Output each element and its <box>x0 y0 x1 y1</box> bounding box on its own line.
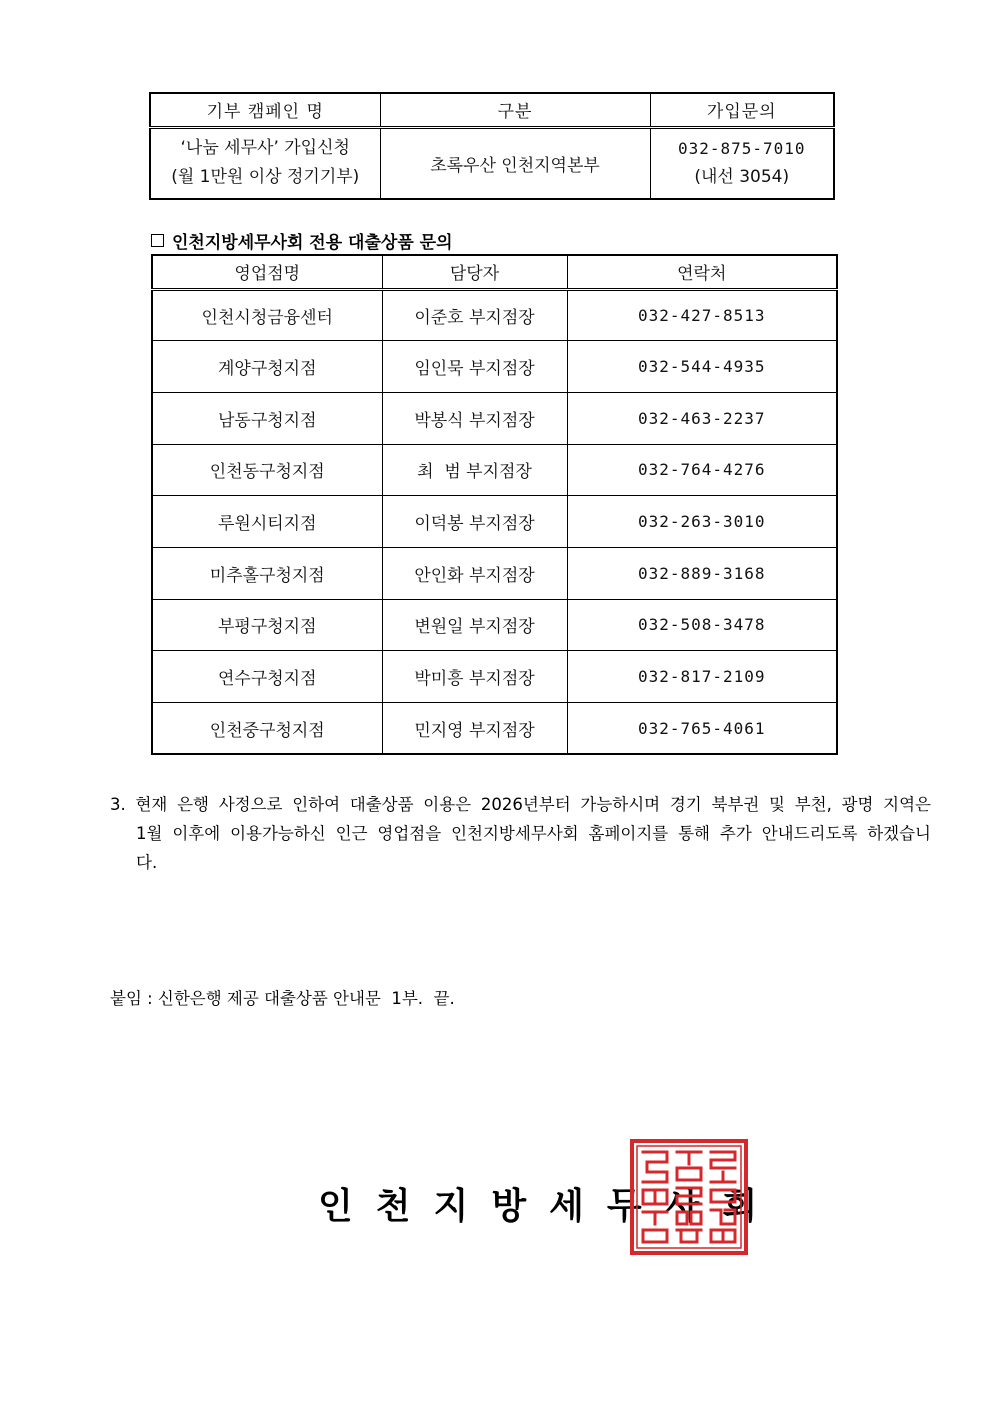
loan-phone-cell: 032-817-2109 <box>567 651 837 703</box>
notice-paragraph: 3. 현재 은행 사정으로 인하여 대출상품 이용은 2026년부터 가능하시며 경기 북부권 및 부천, 광명 지역은 1월 이후에 이용가능하신 인근 영업점을 인천지방세무사회 홈페이지를 통해 추가 안내드리도록 하겠습니다. <box>110 795 931 872</box>
loan-contact-table <box>151 254 838 755</box>
loan-branch-cell: 루원시티지점 <box>152 496 382 548</box>
loan-branch-cell: 인천동구청지점 <box>152 444 382 496</box>
campaign-contact-cell <box>650 127 834 199</box>
loan-branch-cell: 연수구청지점 <box>152 651 382 703</box>
loan-table-row <box>152 547 837 599</box>
loan-branch-cell: 남동구청지점 <box>152 392 382 444</box>
loan-table-row <box>152 651 837 703</box>
loan-branch-cell: 인천시청금융센터 <box>152 289 382 341</box>
campaign-header-category: 구분 <box>380 93 650 127</box>
loan-table-row <box>152 341 837 393</box>
campaign-row <box>150 127 834 199</box>
loan-phone-cell: 032-765-4061 <box>567 703 837 755</box>
loan-manager-cell: 민지영 부지점장 <box>382 703 567 755</box>
organization-name: 인천지방세무사회 <box>318 1186 781 1227</box>
loan-table-row <box>152 392 837 444</box>
loan-manager-cell: 최 범 부지점장 <box>382 444 567 496</box>
loan-phone-cell: 032-764-4276 <box>567 444 837 496</box>
loan-manager-cell: 변원일 부지점장 <box>382 599 567 651</box>
loan-header-branch: 영업점명 <box>152 255 382 289</box>
loan-branch-cell: 부평구청지점 <box>152 599 382 651</box>
loan-table-body <box>152 289 837 754</box>
loan-manager-cell: 임인묵 부지점장 <box>382 341 567 393</box>
loan-header-row <box>152 255 837 289</box>
campaign-header-row <box>150 93 834 127</box>
loan-phone-cell: 032-889-3168 <box>567 547 837 599</box>
loan-phone-cell: 032-508-3478 <box>567 599 837 651</box>
loan-branch-cell: 인천중구청지점 <box>152 703 382 755</box>
loan-manager-cell: 박봉식 부지점장 <box>382 392 567 444</box>
campaign-header-contact: 가입문의 <box>650 93 834 127</box>
attachment-line: 붙임 : 신한은행 제공 대출상품 안내문 1부. 끝. <box>110 989 455 1008</box>
loan-phone-cell: 032-463-2237 <box>567 392 837 444</box>
campaign-contact-line1: 032-875-7010 <box>677 139 806 159</box>
loan-table-row <box>152 703 837 755</box>
loan-table-row <box>152 444 837 496</box>
official-seal-icon <box>629 1138 749 1256</box>
loan-phone-cell: 032-427-8513 <box>567 289 837 341</box>
loan-section-title-text: 인천지방세무사회 전용 대출상품 문의 <box>172 233 453 253</box>
loan-manager-cell: 박미흥 부지점장 <box>382 651 567 703</box>
loan-phone-cell: 032-544-4935 <box>567 341 837 393</box>
loan-manager-cell: 이준호 부지점장 <box>382 289 567 341</box>
loan-section-title <box>151 228 453 253</box>
loan-table-row <box>152 289 837 341</box>
loan-header-phone: 연락처 <box>567 255 837 289</box>
loan-table-row <box>152 496 837 548</box>
campaign-table <box>149 92 835 200</box>
campaign-name-cell <box>150 127 380 199</box>
loan-branch-cell: 계양구청지점 <box>152 341 382 393</box>
square-bullet-icon <box>151 234 164 247</box>
campaign-name-line1: ‘나눔 세무사’ 가입신청 <box>180 138 350 159</box>
campaign-header-name: 기부 캠페인 명 <box>150 93 380 127</box>
loan-phone-cell: 032-263-3010 <box>567 496 837 548</box>
campaign-category-cell: 초록우산 인천지역본부 <box>380 127 650 199</box>
campaign-name-line2: (월 1만원 이상 정기기부) <box>171 167 360 188</box>
loan-branch-cell: 미추홀구청지점 <box>152 547 382 599</box>
loan-manager-cell: 안인화 부지점장 <box>382 547 567 599</box>
loan-table-row <box>152 599 837 651</box>
campaign-contact-line2: (내선 3054) <box>694 167 790 188</box>
loan-header-manager: 담당자 <box>382 255 567 289</box>
loan-manager-cell: 이덕봉 부지점장 <box>382 496 567 548</box>
